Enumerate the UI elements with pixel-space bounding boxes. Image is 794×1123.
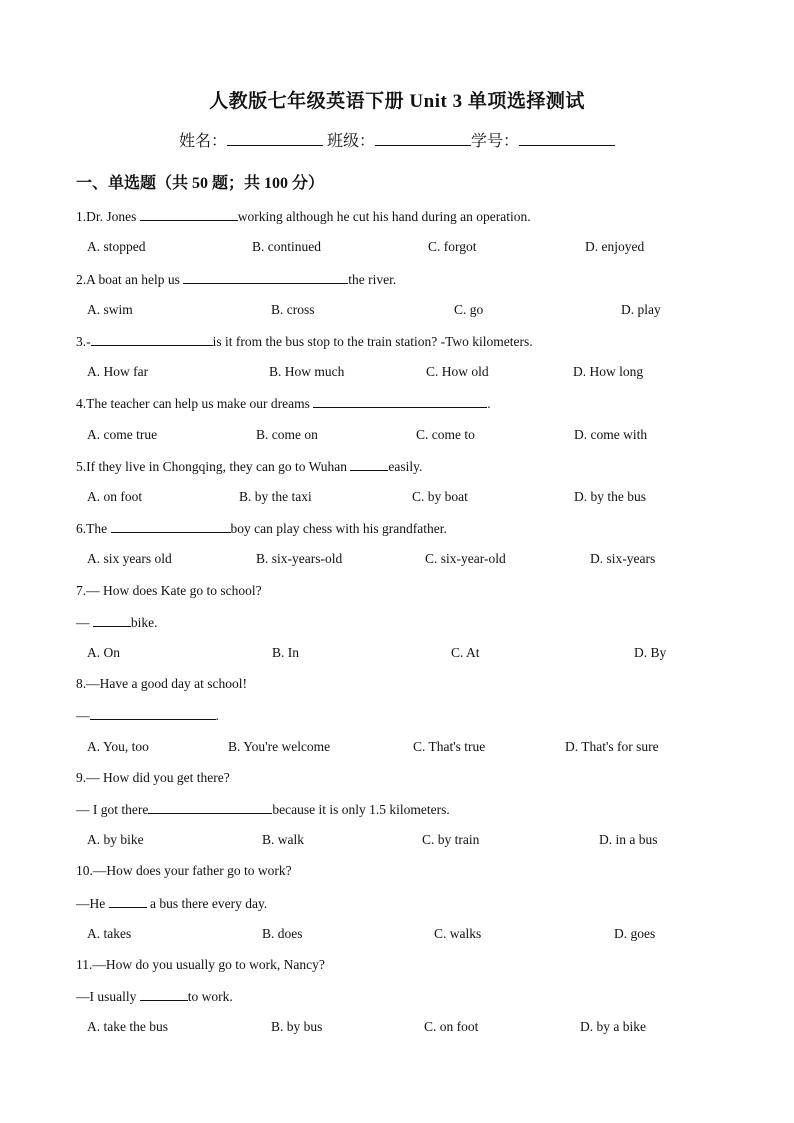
- option-a[interactable]: A. by bike: [87, 832, 144, 847]
- answer-blank: [148, 801, 272, 814]
- question-4: [76, 395, 491, 412]
- answer-blank: [350, 458, 388, 471]
- answer-blank: [140, 208, 238, 221]
- option-c[interactable]: C. by train: [422, 832, 480, 847]
- question-5: [76, 458, 422, 475]
- option-a[interactable]: A. takes: [87, 926, 132, 941]
- option-c[interactable]: C. go: [454, 302, 484, 317]
- question-text: —He: [76, 896, 109, 911]
- question-text: 10.—How does your father go to work?: [76, 863, 292, 878]
- option-b[interactable]: B. How much: [269, 364, 345, 379]
- question-8: [76, 676, 247, 692]
- question-text: .: [215, 708, 219, 723]
- question-6: [76, 520, 447, 537]
- question-7: [76, 583, 262, 599]
- option-c[interactable]: C. by boat: [412, 489, 468, 504]
- answer-blank: [90, 707, 216, 720]
- question-text: —: [76, 708, 90, 723]
- option-b[interactable]: B. come on: [256, 427, 318, 442]
- option-b[interactable]: B. by bus: [271, 1019, 323, 1034]
- option-a[interactable]: A. come true: [87, 427, 158, 442]
- question-text: 2.A boat an help us: [76, 272, 184, 287]
- question-10: [76, 863, 292, 879]
- answer-blank: [313, 395, 487, 408]
- option-a[interactable]: A. six years old: [87, 551, 172, 566]
- question-10-answer-line: [76, 895, 267, 912]
- question-text: to work.: [187, 989, 233, 1004]
- option-a[interactable]: A. take the bus: [87, 1019, 168, 1034]
- question-2: [76, 271, 396, 288]
- answer-blank: [111, 520, 231, 533]
- option-a[interactable]: A. stopped: [87, 239, 146, 254]
- class-label: 班级：: [326, 133, 375, 150]
- question-8-answer-line: [76, 707, 219, 724]
- question-11-answer-line: [76, 988, 233, 1005]
- question-3: [76, 333, 533, 350]
- question-9-answer-line: [76, 801, 450, 818]
- name-blank[interactable]: [227, 131, 323, 146]
- answer-blank: [91, 333, 213, 346]
- student-info-row: [0, 128, 794, 151]
- option-c[interactable]: C. forgot: [428, 239, 477, 254]
- question-text: 5.If they live in Chongqing, they can go to Wuhan: [76, 459, 351, 474]
- question-text: — I got there: [76, 802, 149, 817]
- question-text: the river.: [348, 272, 397, 287]
- option-b[interactable]: B. cross: [271, 302, 315, 317]
- option-c[interactable]: C. At: [451, 645, 480, 660]
- option-a[interactable]: A. on foot: [87, 489, 143, 504]
- answer-blank: [109, 895, 147, 908]
- question-text: is it from the bus stop to the train station? -Two kilometers.: [212, 334, 533, 349]
- option-b[interactable]: B. You're welcome: [228, 739, 331, 754]
- question-text: working although he cut his hand during an operation.: [237, 209, 531, 224]
- answer-blank: [93, 614, 131, 627]
- option-d[interactable]: D. By: [634, 645, 667, 660]
- question-1: [76, 208, 531, 225]
- question-text: a bus there every day.: [146, 896, 268, 911]
- answer-blank: [183, 271, 348, 284]
- option-d[interactable]: D. play: [621, 302, 661, 317]
- section-heading: 一、单选题（共 50 题；共 100 分）: [76, 175, 325, 192]
- option-c[interactable]: C. walks: [434, 926, 482, 941]
- option-d[interactable]: D. in a bus: [599, 832, 658, 847]
- option-c[interactable]: C. on foot: [424, 1019, 479, 1034]
- option-b[interactable]: B. six-years-old: [256, 551, 343, 566]
- number-blank[interactable]: [519, 131, 615, 146]
- question-text: 4.The teacher can help us make our dreams: [76, 396, 314, 411]
- question-text: 8.—Have a good day at school!: [76, 676, 247, 691]
- answer-blank: [140, 988, 188, 1001]
- option-b[interactable]: B. does: [262, 926, 303, 941]
- question-text: 11.—How do you usually go to work, Nancy?: [76, 957, 325, 972]
- question-text: .: [487, 396, 491, 411]
- option-b[interactable]: B. In: [272, 645, 299, 660]
- number-label: 学号：: [471, 133, 520, 150]
- page-title: 人教版七年级英语下册 Unit 3 单项选择测试: [209, 91, 585, 112]
- question-11: [76, 957, 325, 973]
- option-c[interactable]: C. six-year-old: [425, 551, 506, 566]
- option-d[interactable]: D. by a bike: [580, 1019, 646, 1034]
- option-a[interactable]: A. swim: [87, 302, 133, 317]
- option-d[interactable]: D. goes: [614, 926, 656, 941]
- option-c[interactable]: C. That's true: [413, 739, 486, 754]
- question-text: 1.Dr. Jones: [76, 209, 140, 224]
- option-d[interactable]: D. six-years: [590, 551, 656, 566]
- question-text: easily.: [388, 459, 423, 474]
- question-9: [76, 770, 230, 786]
- option-d[interactable]: D. come with: [574, 427, 648, 442]
- class-blank[interactable]: [375, 131, 471, 146]
- option-b[interactable]: B. walk: [262, 832, 304, 847]
- question-text: —I usually: [76, 989, 140, 1004]
- name-label: 姓名：: [178, 133, 227, 150]
- option-a[interactable]: A. On: [87, 645, 120, 660]
- option-d[interactable]: D. That's for sure: [565, 739, 659, 754]
- option-d[interactable]: D. How long: [573, 364, 644, 379]
- option-a[interactable]: A. How far: [87, 364, 149, 379]
- question-text: boy can play chess with his grandfather.: [230, 521, 447, 536]
- question-text: 9.— How did you get there?: [76, 770, 230, 785]
- question-text: 6.The: [76, 521, 111, 536]
- question-text: because it is only 1.5 kilometers.: [272, 802, 450, 817]
- option-a[interactable]: A. You, too: [87, 739, 149, 754]
- question-7-answer-line: [76, 614, 158, 631]
- option-d[interactable]: D. by the bus: [574, 489, 646, 504]
- option-c[interactable]: C. How old: [426, 364, 489, 379]
- question-text: bike.: [130, 615, 158, 630]
- option-b[interactable]: B. by the taxi: [239, 489, 312, 504]
- question-text: 7.— How does Kate go to school?: [76, 583, 262, 598]
- question-text: 3.-: [76, 334, 91, 349]
- option-b[interactable]: B. continued: [252, 239, 321, 254]
- question-text: —: [76, 615, 93, 630]
- option-c[interactable]: C. come to: [416, 427, 475, 442]
- option-d[interactable]: D. enjoyed: [585, 239, 645, 254]
